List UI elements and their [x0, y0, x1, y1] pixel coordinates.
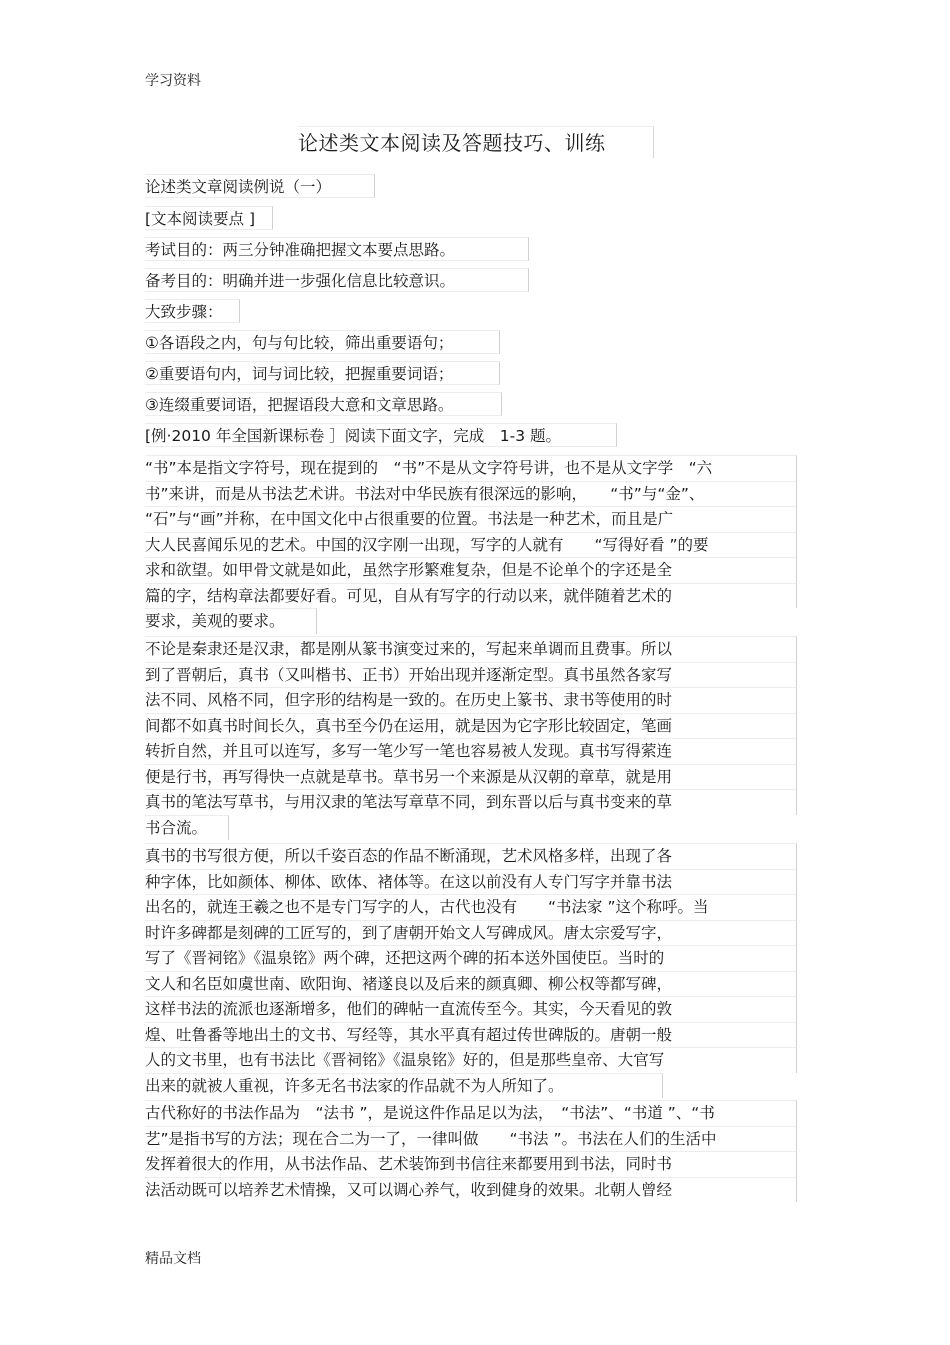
goal-exam: 考试目的：两三分钟准确把握文本要点思路。 — [145, 237, 529, 261]
paragraph-line: 法活动既可以培养艺术情操，又可以调心养气，收到健身的效果。北朝人曾经 — [145, 1177, 797, 1203]
example-label: [例·2010 年全国新课标卷 ］阅读下面文字，完成 1-3 题。 — [145, 423, 617, 447]
section-label: [文本阅读要点 ] — [145, 206, 273, 230]
paragraph-line: 出来的就被人重视，许多无名书法家的作品就不为人所知了。 — [145, 1073, 663, 1099]
goal-prep: 备考目的：明确并进一步强化信息比较意识。 — [145, 268, 529, 292]
paragraph-line: 便是行书，再写得快一点就是草书。草书另一个来源是从汉朝的章草，就是用 — [145, 764, 797, 790]
paragraph-line: 这样书法的流派也逐渐增多，他们的碑帖一直流传至今。其实，今天看见的敦 — [145, 996, 797, 1022]
paragraph-line: 求和欲望。如甲骨文就是如此，虽然字形繁难复杂，但是不论单个的字还是全 — [145, 557, 797, 583]
paragraph-line: 真书的书写很方便，所以千姿百态的作品不断涌现，艺术风格多样，出现了各 — [145, 843, 797, 869]
paragraph-line: 种字体，比如颜体、柳体、欧体、褚体等。在这以前没有人专门写字并靠书法 — [145, 869, 797, 895]
header-label: 学习资料 — [145, 73, 201, 89]
paragraph-line: 间都不如真书时间长久，真书至今仍在运用，就是因为它字形比较固定，笔画 — [145, 713, 797, 739]
paragraph-line: 大人民喜闻乐见的艺术。中国的汉字刚一出现，写字的人就有 “写得好看 ”的要 — [145, 532, 797, 558]
paragraph-line: 写了《晋祠铭》《温泉铭》两个碑，还把这两个碑的拓本送外国使臣。当时的 — [145, 945, 797, 971]
paragraph-line: 要求，美观的要求。 — [145, 608, 317, 634]
paragraph-line: 古代称好的书法作品为 “法书 ”，是说这件作品足以为法， “书法”、“书道 ”、“书 — [145, 1100, 797, 1126]
paragraph-line: 书”来讲，而是从书法艺术讲。书法对中华民族有很深远的影响， “书”与“金”、 — [145, 481, 797, 507]
passage-paragraph-2 — [145, 636, 797, 840]
paragraph-line: 法不同、风格不同，但字形的结构是一致的。在历史上篆书、隶书等使用的时 — [145, 687, 797, 713]
passage-paragraph-3 — [145, 843, 797, 1098]
paragraph-line: 真书的笔法写草书，与用汉隶的笔法写章草不同，到东晋以后与真书变来的草 — [145, 789, 797, 815]
footer-label: 精品文档 — [145, 1251, 201, 1267]
paragraph-line: 发挥着很大的作用，从书法作品、艺术装饰到书信往来都要用到书法，同时书 — [145, 1151, 797, 1177]
paragraph-line: 不论是秦隶还是汉隶，都是刚从篆书演变过来的，写起来单调而且费事。所以 — [145, 636, 797, 662]
passage-paragraph-1 — [145, 455, 797, 634]
steps-label: 大致步骤： — [145, 299, 240, 323]
paragraph-line: 煌、吐鲁番等地出土的文书、写经等，其水平真有超过传世碑版的。唐朝一般 — [145, 1022, 797, 1048]
paragraph-line: 出名的，就连王羲之也不是专门写字的人，古代也没有 “书法家 ”这个称呼。当 — [145, 894, 797, 920]
subtitle: 论述类文章阅读例说（一） — [145, 174, 375, 198]
page-title: 论述类文本阅读及答题技巧、训练 — [298, 126, 654, 158]
passage-paragraph-4 — [145, 1100, 797, 1202]
step-2: ②重要语句内，词与词比较，把握重要词语； — [145, 361, 500, 385]
step-3: ③连缀重要词语，把握语段大意和文章思路。 — [145, 392, 502, 416]
paragraph-line: 转折自然，并且可以连写，多写一笔少写一笔也容易被人发现。真书写得萦连 — [145, 738, 797, 764]
paragraph-line: 人的文书里，也有书法比《晋祠铭》《温泉铭》好的，但是那些皇帝、大官写 — [145, 1047, 797, 1073]
paragraph-line: 文人和名臣如虞世南、欧阳询、褚遂良以及后来的颜真卿、柳公权等都写碑， — [145, 971, 797, 997]
paragraph-line: “石”与“画”并称，在中国文化中占很重要的位置。书法是一种艺术，而且是广 — [145, 506, 797, 532]
paragraph-line: 书合流。 — [145, 815, 229, 841]
step-1: ①各语段之内，句与句比较，筛出重要语句； — [145, 330, 500, 354]
paragraph-line: 到了晋朝后，真书（又叫楷书、正书）开始出现并逐渐定型。真书虽然各家写 — [145, 662, 797, 688]
paragraph-line: 篇的字，结构章法都要好看。可见，自从有写字的行动以来，就伴随着艺术的 — [145, 583, 797, 609]
paragraph-line: “书”本是指文字符号，现在提到的 “书”不是从文字符号讲，也不是从文字学 “六 — [145, 455, 797, 481]
paragraph-line: 艺”是指书写的方法；现在合二为一了，一律叫做 “书法 ”。书法在人们的生活中 — [145, 1126, 797, 1152]
paragraph-line: 时许多碑都是刻碑的工匠写的，到了唐朝开始文人写碑成风。唐太宗爱写字， — [145, 920, 797, 946]
